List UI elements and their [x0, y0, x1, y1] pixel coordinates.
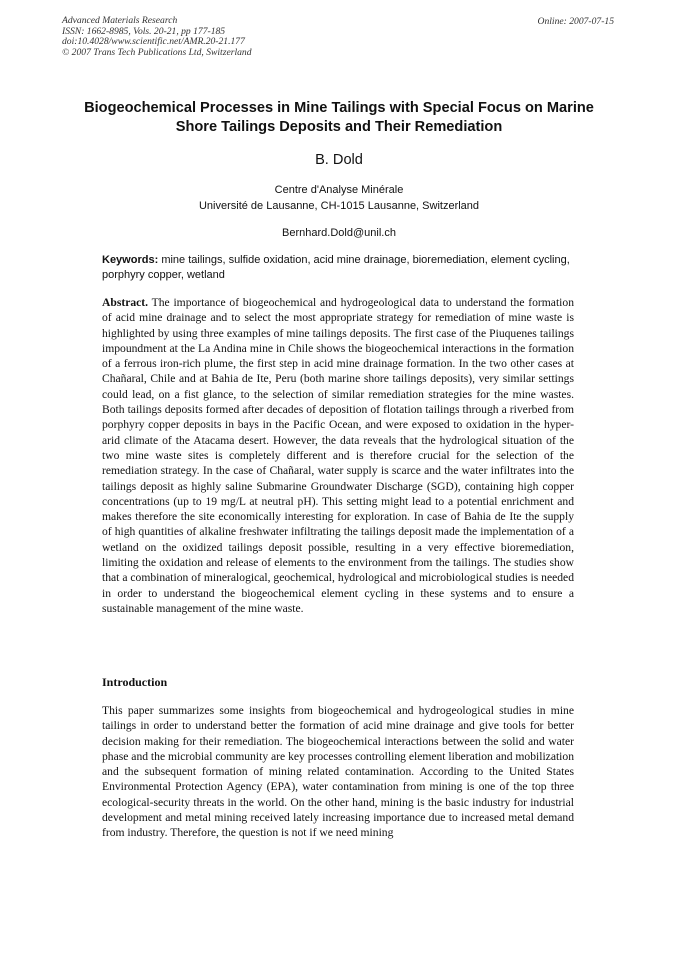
affiliation-line-1: Centre d'Analyse Minérale: [274, 184, 404, 196]
affiliation-line-2: Université de Lausanne, CH-1015 Lausanne, Switzerland: [198, 199, 480, 212]
online-date: Online: 2007-07-15: [537, 16, 614, 27]
author-name: B. Dold: [315, 152, 363, 168]
paper-title: Biogeochemical Processes in Mine Tailings with Special Focus on Marine Shore Tailings Deposits and Their Remediation: [84, 100, 594, 135]
journal-doi[interactable]: doi:10.4028/www.scientific.net/AMR.20-21.177: [62, 36, 245, 48]
journal-header: [62, 16, 252, 58]
journal-name: Advanced Materials Research: [62, 15, 178, 26]
journal-copyright: © 2007 Trans Tech Publications Ltd, Switzerland: [62, 46, 252, 58]
introduction-text: This paper summarizes some insights from biogeochemical and hydrogeological studies in mine tailings in order to understand better the formation of acid mine drainage and give tools for better decision making for their remediation. The biogeochemical interactions between the solid and water phase and the microbial community are key processes controlling element liberation and mobilization and the subsequent formation of mining related contamination. According to the United States Environmental Protection Agency (EPA), water contamination from mining is one of the top three ecological-security threats in the world. On the other hand, mining is the basic industry for industrial development and metal mining received lately increasing importance due to increased metal demand from industry. Therefore, the question is not if we need mining: [102, 704, 574, 840]
keywords-label: Keywords:: [102, 254, 159, 266]
affiliation: [0, 183, 678, 214]
author-email[interactable]: Bernhard.Dold@unil.ch: [282, 227, 396, 239]
abstract-label: Abstract.: [102, 296, 149, 309]
abstract-text: The importance of biogeochemical and hydrogeological data to understand the formation of acid mine drainage and to select the most appropriate strategy for remediation of mine waste is highlighted by using three examples of mine tailings deposits. The first case of the Piuquenes tailings impoundment at the La Andina mine in Chile shows the biogeochemical interactions in the formation of a ferrous iron-rich plume, the first step in acid mine drainage formation. In the two other cases at Chañaral, Chile and at Bahia de Ite, Peru (both marine shore tailings deposits), very similar settings could lead, on a fist glance, to the selection of similar remediation strategies for the mine wastes. Both tailings deposits formed after decades of deposition of flotation tailings through a riverbed from porphyry copper deposits in bays in the Pacific Ocean, and were exposed to oxidation in the hyper-arid climate of the Atacama desert. However, the data reveals that the hydrological situation of the two mine waste sites is completely different and is therefore crucial for the selection of the remediation strategy. In the case of Chañaral, water supply is scarce and the water infiltrates into the tailings deposit as highly saline Submarine Groundwater Discharge (SGD), containing high copper concentrations (up to 19 mg/L at neutral pH). This setting might lead to a potential enrichment and makes therefore the site economically interesting for exploration. In case of Bahia de Ite the supply of high quantities of alkaline freshwater infiltrating the tailings deposit made the implementation of a wetland on the oxidized tailings deposit possible, resulting in a very effective bioremediation, limiting the oxidation and release of elements to the environment from the tailings. The studies show that a combination of mineralogical, geochemical, hydrological and microbiological studies is needed in order to understand the biogeochemical element cycling in these systems and to ensure a sustainable management of the mine waste.: [102, 296, 574, 615]
journal-issn: ISSN: 1662-8985, Vols. 20-21, pp 177-185: [62, 25, 226, 37]
keywords-text: mine tailings, sulfide oxidation, acid mine drainage, bioremediation, element cycling, porphyry copper, wetland: [102, 254, 570, 282]
introduction-heading: Introduction: [102, 675, 168, 689]
keywords-section: [102, 253, 573, 284]
abstract-section: [102, 295, 574, 616]
